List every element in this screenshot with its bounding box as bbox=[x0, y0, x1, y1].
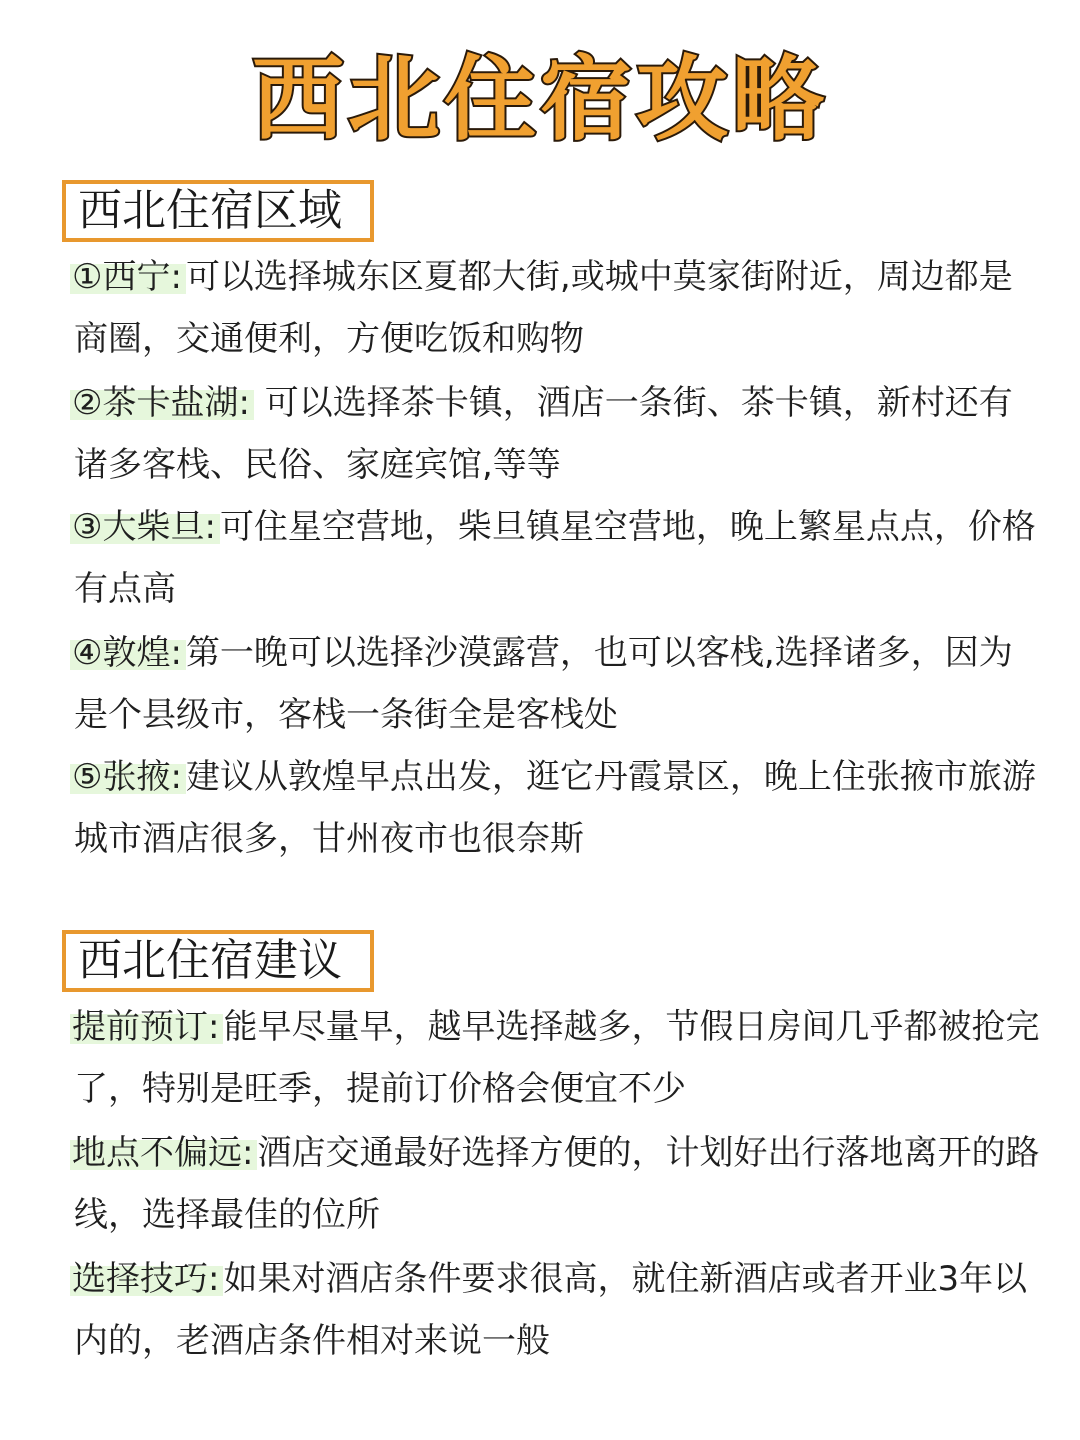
item-text: 如果对酒店条件要求很高，就住新酒店或者开业3年以内的，老酒店条件相对来说一般 bbox=[74, 1259, 1028, 1361]
item-label: ①西宁: bbox=[70, 257, 186, 297]
item-label: 提前预订: bbox=[70, 1007, 223, 1047]
item-text: 可住星空营地，柴旦镇星空营地，晚上繁星点点，价格有点高 bbox=[74, 507, 1036, 609]
item-text: 可以选择城东区夏都大街,或城中莫家街附近，周边都是商圈，交通便利，方便吃饭和购物 bbox=[74, 257, 1013, 359]
item-label: ⑤张掖: bbox=[70, 757, 186, 797]
list-item bbox=[74, 996, 1040, 1120]
list-item bbox=[74, 496, 1040, 620]
list-item bbox=[74, 1122, 1040, 1246]
list-item bbox=[74, 246, 1040, 370]
list-item bbox=[74, 372, 1040, 496]
section-heading-area: 西北住宿区域 bbox=[62, 180, 374, 242]
item-text: 第一晚可以选择沙漠露营，也可以客栈,选择诸多，因为是个县级市，客栈一条街全是客栈处 bbox=[74, 633, 1013, 735]
item-label: ②茶卡盐湖: bbox=[70, 383, 254, 423]
item-label: 选择技巧: bbox=[70, 1259, 223, 1299]
item-text: 建议从敦煌早点出发，逛它丹霞景区，晚上住张掖市旅游城市酒店很多，甘州夜市也很奈斯 bbox=[74, 757, 1036, 859]
item-text: 能早尽量早，越早选择越多，节假日房间几乎都被抢完了，特别是旺季，提前订价格会便宜不少 bbox=[74, 1007, 1040, 1109]
item-text: 酒店交通最好选择方便的，计划好出行落地离开的路线，选择最佳的位所 bbox=[74, 1133, 1040, 1235]
item-label: 地点不偏远: bbox=[70, 1133, 257, 1173]
list-item bbox=[74, 746, 1040, 870]
page-title: 西北住宿攻略 bbox=[251, 46, 828, 153]
item-label: ③大柴旦: bbox=[70, 507, 220, 547]
list-item bbox=[74, 622, 1040, 746]
list-item bbox=[74, 1248, 1040, 1372]
item-text: 可以选择茶卡镇，酒店一条街、茶卡镇，新村还有诸多客栈、民俗、家庭宾馆,等等 bbox=[74, 383, 1013, 485]
section-heading-advice: 西北住宿建议 bbox=[62, 930, 374, 992]
item-label: ④敦煌: bbox=[70, 633, 186, 673]
